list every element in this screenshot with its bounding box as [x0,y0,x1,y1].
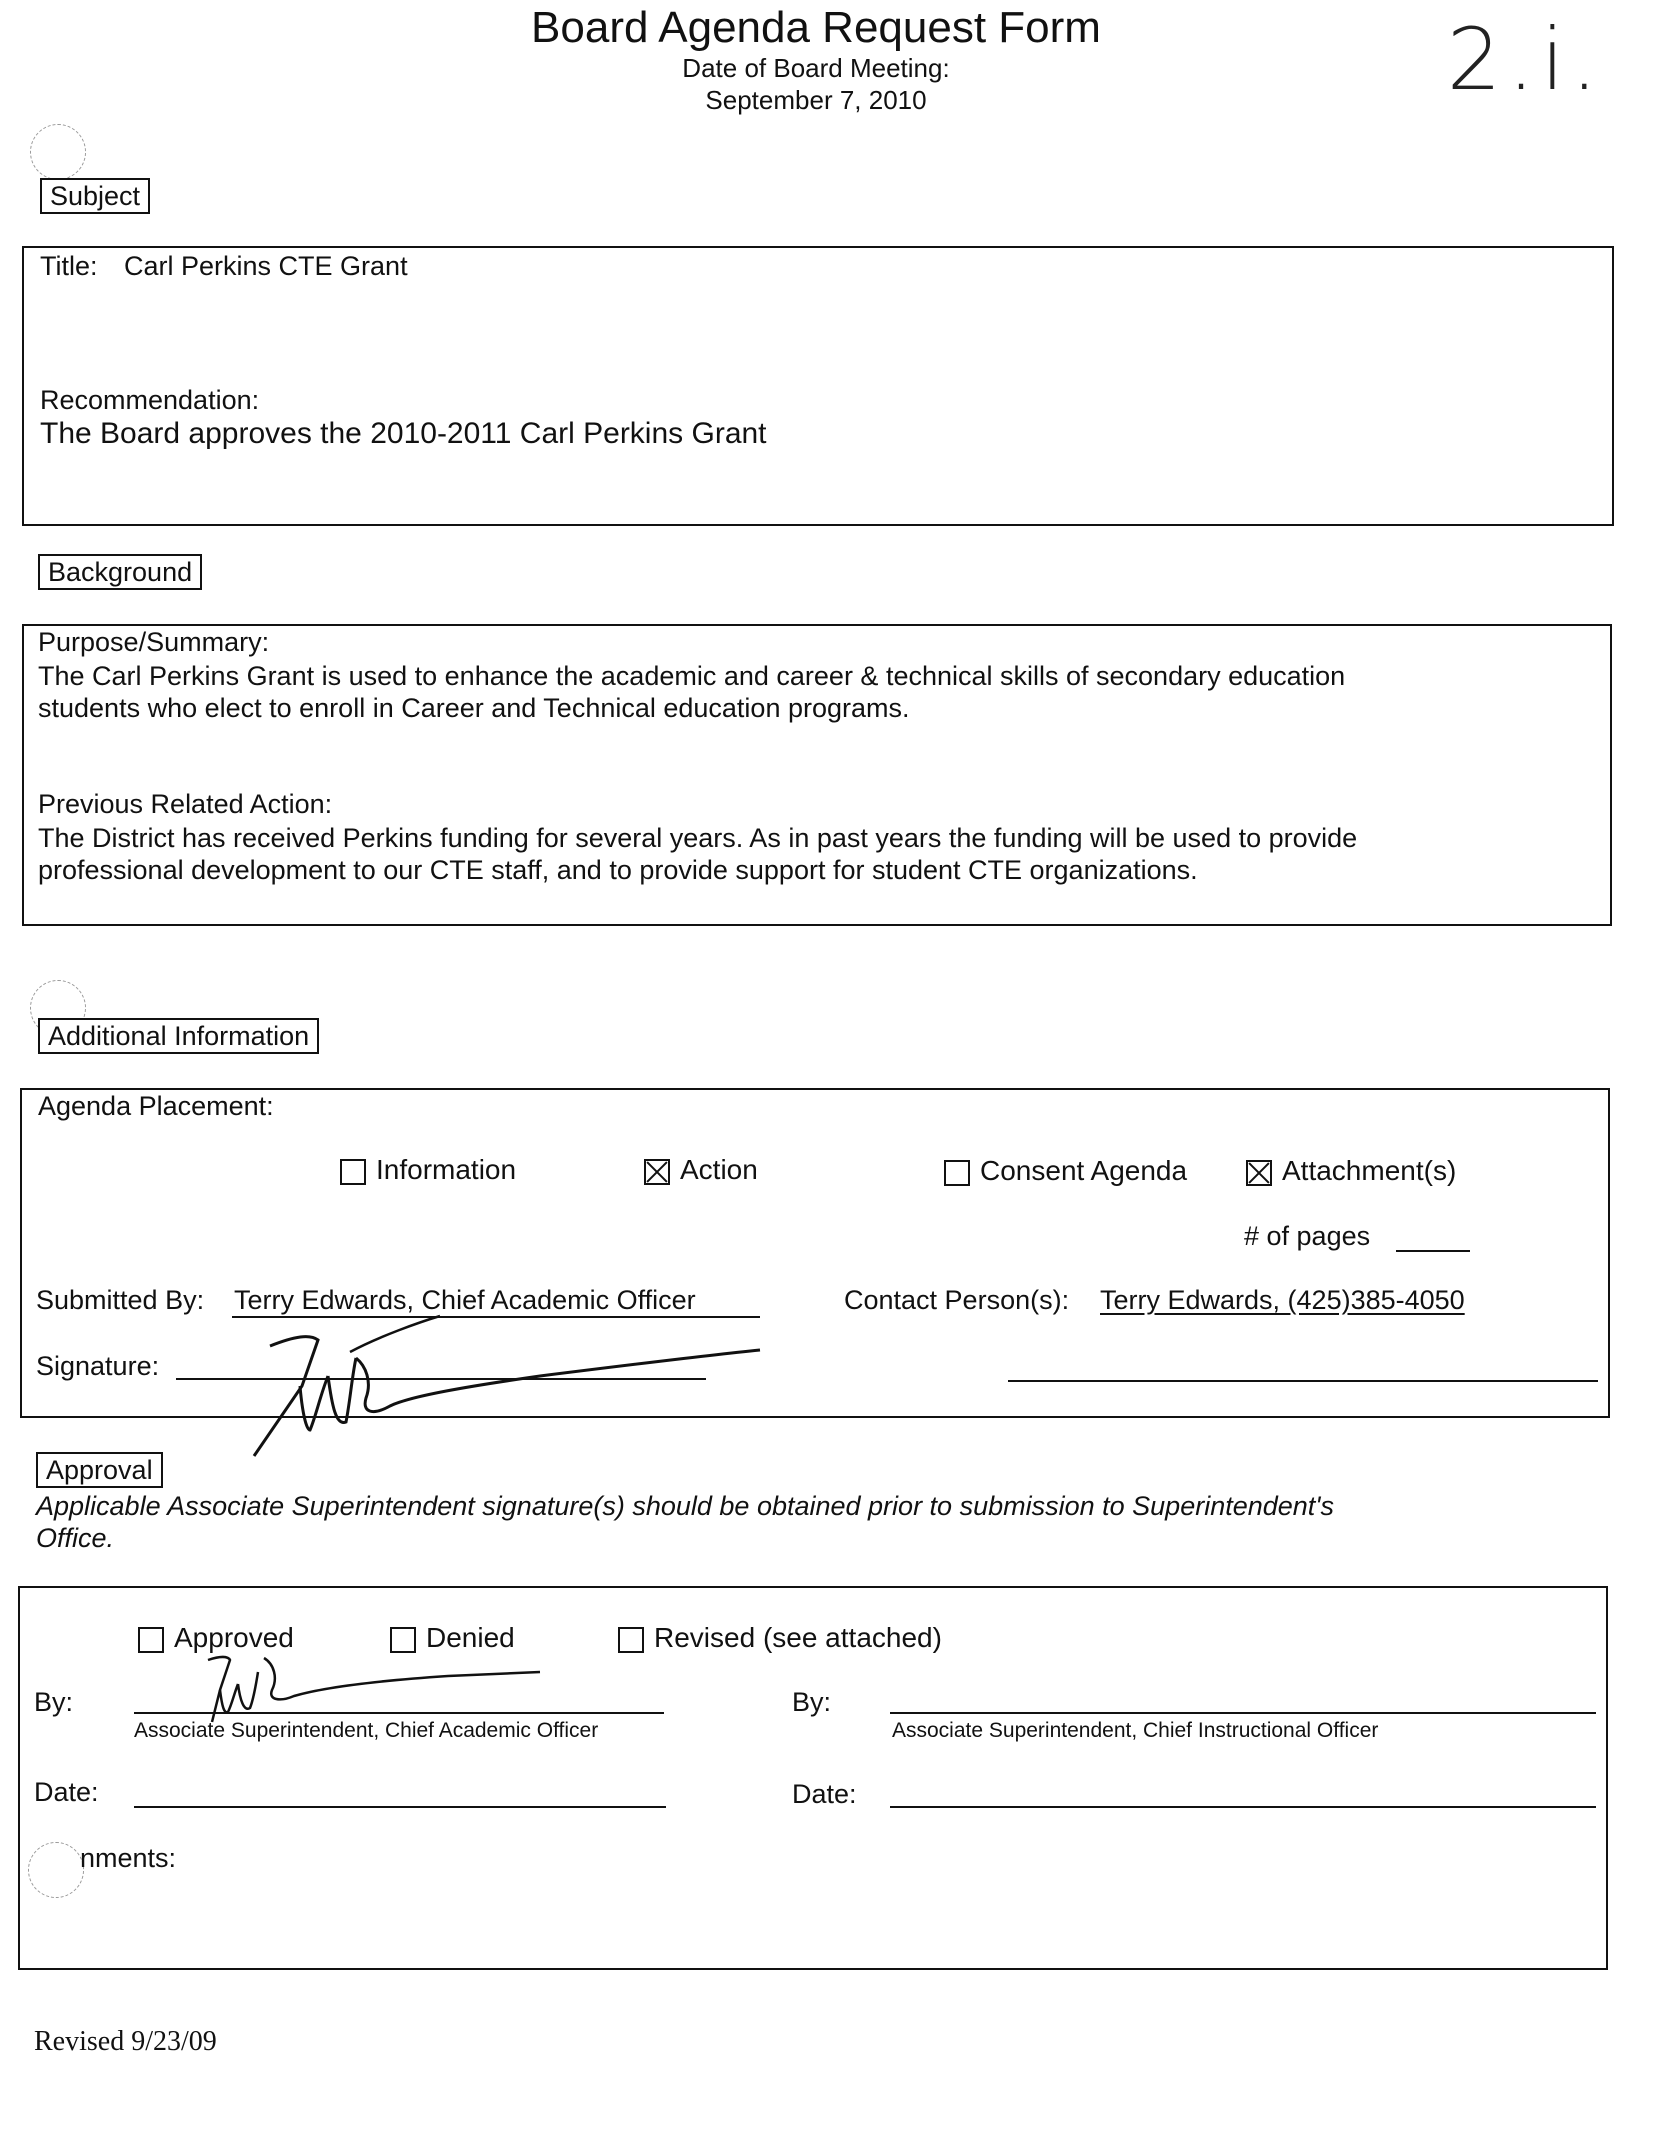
meeting-date-label: Date of Board Meeting: [682,53,950,83]
contact-person-label: Contact Person(s): [844,1285,1070,1315]
form-title: Board Agenda Request Form [531,3,1101,52]
comments-label: nments: [80,1843,177,1873]
revised-date: Revised 9/23/09 [34,2026,217,2057]
attachments-option[interactable]: Attachment(s) [1246,1155,1456,1187]
previous-action-text-line: The District has received Perkins funding for several years. As in past years the funding will be used to provide [38,823,1358,853]
recommendation-value: The Board approves the 2010-2011 Carl Perkins Grant [40,417,767,450]
revised-option[interactable]: Revised (see attached) [618,1622,942,1654]
by-label-right: By: [792,1687,832,1717]
denied-option[interactable]: Denied [390,1622,515,1654]
by-label-left: By: [34,1687,74,1717]
signature-scribble [240,1306,780,1466]
approval-note-line: Office. [36,1523,115,1553]
additional-info-section-label: Additional Information [38,1018,319,1054]
date-line-right[interactable] [890,1806,1596,1808]
title-label: Title: [40,251,98,281]
contact-person-value: Terry Edwards, (425)385-4050 [1100,1285,1465,1315]
meeting-date: September 7, 2010 [705,85,927,115]
pages-field[interactable] [1396,1250,1470,1252]
date-label-right: Date: [792,1779,857,1809]
previous-action-label: Previous Related Action: [38,789,333,819]
pages-label: # of pages [1244,1221,1371,1251]
revised-checkbox[interactable] [618,1627,644,1653]
consent-agenda-checkbox[interactable] [944,1160,970,1186]
subject-section-label: Subject [40,178,150,214]
information-checkbox[interactable] [340,1159,366,1185]
right-approver-role: Associate Superintendent, Chief Instructional Officer [892,1719,1379,1742]
action-checkbox-checked[interactable] [644,1159,670,1185]
purpose-label: Purpose/Summary: [38,627,270,657]
approved-option[interactable]: Approved [138,1622,294,1654]
purpose-text-line: students who elect to enroll in Career and Technical education programs. [38,693,910,723]
signature-label: Signature: [36,1351,160,1381]
approval-section-label: Approval [36,1452,163,1488]
attachments-checkbox-checked[interactable] [1246,1160,1272,1186]
date-line-left[interactable] [134,1806,666,1808]
denied-checkbox[interactable] [390,1627,416,1653]
previous-action-text-line: professional development to our CTE staff, and to provide support for student CTE organizations. [38,855,1198,885]
purpose-text-line: The Carl Perkins Grant is used to enhance the academic and career & technical skills of secondary education [38,661,1346,691]
submitted-by-value: Terry Edwards, Chief Academic Officer [234,1285,696,1315]
by-line-right[interactable] [890,1712,1596,1714]
handwritten-item-number: 2.i. [1446,10,1604,110]
consent-agenda-option[interactable]: Consent Agenda [944,1155,1187,1187]
approval-note-line: Applicable Associate Superintendent signature(s) should be obtained prior to submission to Superintendent's [36,1491,1334,1521]
subject-box [22,246,1614,526]
submitted-by-label: Submitted By: [36,1285,205,1315]
approval-signature-scribble [168,1650,548,1740]
action-option[interactable]: Action [644,1154,758,1186]
second-signature-line[interactable] [1008,1380,1598,1382]
recommendation-label: Recommendation: [40,385,260,415]
information-option[interactable]: Information [340,1154,516,1186]
left-approver-role: Associate Superintendent, Chief Academic Officer [134,1719,599,1742]
title-value: Carl Perkins CTE Grant [124,251,408,281]
punch-hole [30,124,86,180]
approved-checkbox[interactable] [138,1627,164,1653]
agenda-placement-label: Agenda Placement: [38,1091,274,1121]
background-section-label: Background [38,554,202,590]
date-label-left: Date: [34,1777,99,1807]
